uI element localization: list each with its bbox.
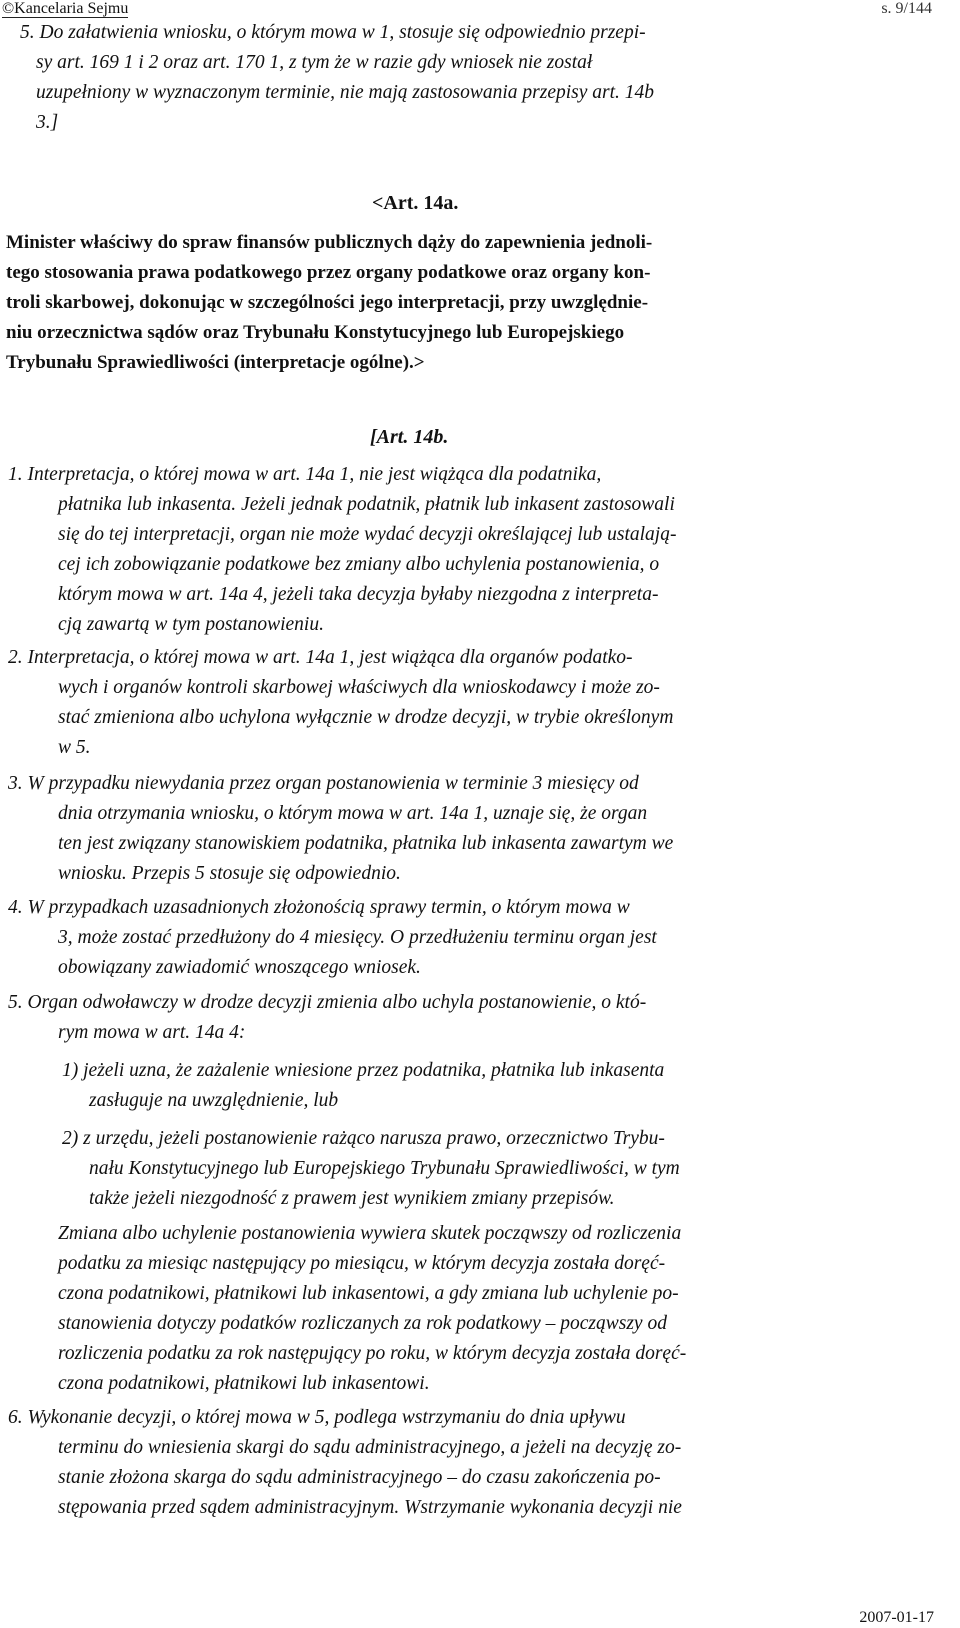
paragraph-line: 1) jeżeli uzna, że zażalenie wniesione przez podatnika, płatnika lub inkasenta	[62, 1060, 665, 1081]
paragraph-line: tego stosowania prawa podatkowego przez organy podatkowe oraz organy kon-	[6, 262, 651, 283]
paragraph-line: dnia otrzymania wniosku, o którym mowa w art. 14a 1, uznaje się, że organ	[58, 803, 648, 824]
paragraph-line: się do tej interpretacji, organ nie może wydać decyzji określającej lub ustalają-	[58, 524, 677, 545]
paragraph-line: niu orzecznictwa sądów oraz Trybunału Konstytucyjnego lub Europejskiego	[6, 322, 625, 343]
article-14b-heading: [Art. 14b.	[370, 426, 449, 448]
paragraph-line: nału Konstytucyjnego lub Europejskiego Trybunału Sprawiedliwości, w tym	[89, 1158, 680, 1179]
paragraph-line: stanowienia dotyczy podatków rozliczanych za rok podatkowy – począwszy od	[58, 1313, 667, 1334]
paragraph-line: 5. Organ odwoławczy w drodze decyzji zmienia albo uchyla postanowienie, o któ-	[8, 992, 647, 1013]
paragraph-line: rozliczenia podatku za rok następujący po roku, w którym decyzja została doręć-	[58, 1343, 687, 1364]
paragraph-line: 5. Do załatwienia wniosku, o którym mowa w 1, stosuje się odpowiednio przepi-	[20, 22, 646, 43]
article-14b-paragraph-5-point-1	[62, 1056, 852, 1116]
article-14b-paragraph-5-tail	[58, 1219, 848, 1399]
paragraph-line: troli skarbowej, dokonując w szczególności jego interpretacji, przy uwzględnie-	[6, 292, 649, 313]
paragraph-line: Trybunału Sprawiedliwości (interpretacje ogólne).>	[6, 352, 425, 373]
paragraph-line: cej ich zobowiązanie podatkowe bez zmiany albo uchylenia postanowienia, o	[58, 554, 660, 575]
header-source	[2, 0, 128, 18]
article-14a-body	[6, 228, 842, 378]
header-source-text: ©Kancelaria Sejmu	[2, 0, 129, 17]
paragraph-line: w 5.	[58, 737, 91, 758]
paragraph-line: także jeżeli niezgodność z prawem jest wynikiem zmiany przepisów.	[89, 1188, 615, 1209]
paragraph-line: którym mowa w art. 14a 4, jeżeli taka decyzja byłaby niezgodna z interpreta-	[58, 584, 659, 605]
article-14b-paragraph-5	[8, 988, 848, 1048]
paragraph-5-prev	[20, 18, 840, 138]
paragraph-line: 2. Interpretacja, o której mowa w art. 14a 1, jest wiążąca dla organów podatko-	[8, 647, 633, 668]
paragraph-line: wniosku. Przepis 5 stosuje się odpowiednio.	[58, 863, 401, 884]
paragraph-line: rym mowa w art. 14a 4:	[58, 1022, 246, 1043]
article-14b-paragraph-2	[8, 643, 848, 763]
paragraph-line: 3. W przypadku niewydania przez organ postanowienia w terminie 3 miesięcy od	[8, 773, 639, 794]
paragraph-line: stępowania przed sądem administracyjnym. Wstrzymanie wykonania decyzji nie	[58, 1497, 682, 1518]
paragraph-line: 3, może zostać przedłużony do 4 miesięcy. O przedłużeniu terminu organ jest	[58, 927, 657, 948]
paragraph-line: stanie złożona skarga do sądu administracyjnego – do czasu zakończenia po-	[58, 1467, 661, 1488]
paragraph-line: Minister właściwy do spraw finansów publicznych dąży do zapewnienia jednoli-	[6, 232, 653, 253]
paragraph-line: czona podatnikowi, płatnikowi lub inkasentowi, a gdy zmiana lub uchylenie po-	[58, 1283, 679, 1304]
paragraph-line: 3.]	[36, 112, 59, 133]
paragraph-line: Zmiana albo uchylenie postanowienia wywiera skutek począwszy od rozliczenia	[58, 1223, 682, 1244]
paragraph-line: podatku za miesiąc następujący po miesiącu, w którym decyzja została doręć-	[58, 1253, 666, 1274]
document-date: 2007-01-17	[859, 1609, 934, 1626]
page-number: s. 9/144	[881, 0, 932, 17]
paragraph-line: 2) z urzędu, jeżeli postanowienie rażąco narusza prawo, orzecznictwo Trybu-	[62, 1128, 665, 1149]
paragraph-line: cją zawartą w tym postanowieniu.	[58, 614, 324, 635]
article-14b-paragraph-6	[8, 1403, 848, 1523]
article-14b-paragraph-1	[8, 460, 848, 640]
paragraph-line: sy art. 169 1 i 2 oraz art. 170 1, z tym że w razie gdy wniosek nie został	[36, 52, 593, 73]
paragraph-line: stać zmieniona albo uchylona wyłącznie w drodze decyzji, w trybie określonym	[58, 707, 674, 728]
article-14a-heading: <Art. 14a.	[372, 192, 459, 214]
paragraph-line: uzupełniony w wyznaczonym terminie, nie mają zastosowania przepisy art. 14b	[36, 82, 655, 103]
paragraph-line: ten jest związany stanowiskiem podatnika, płatnika lub inkasenta zawartym we	[58, 833, 674, 854]
paragraph-line: terminu do wniesienia skargi do sądu administracyjnego, a jeżeli na decyzję zo-	[58, 1437, 682, 1458]
paragraph-line: czona podatnikowi, płatnikowi lub inkasentowi.	[58, 1373, 430, 1394]
paragraph-line: zasługuje na uwzględnienie, lub	[89, 1090, 339, 1111]
article-14b-paragraph-3	[8, 769, 848, 889]
paragraph-line: wych i organów kontroli skarbowej właściwych dla wnioskodawcy i może zo-	[58, 677, 660, 698]
paragraph-line: obowiązany zawiadomić wnoszącego wniosek.	[58, 957, 421, 978]
paragraph-line: 1. Interpretacja, o której mowa w art. 14a 1, nie jest wiążąca dla podatnika,	[8, 464, 602, 485]
paragraph-line: płatnika lub inkasenta. Jeżeli jednak podatnik, płatnik lub inkasent zastosowali	[58, 494, 675, 515]
article-14b-paragraph-5-point-2	[62, 1124, 852, 1214]
article-14b-paragraph-4	[8, 893, 848, 983]
paragraph-line: 4. W przypadkach uzasadnionych złożonością sprawy termin, o którym mowa w	[8, 897, 630, 918]
paragraph-line: 6. Wykonanie decyzji, o której mowa w 5, podlega wstrzymaniu do dnia upływu	[8, 1407, 626, 1428]
